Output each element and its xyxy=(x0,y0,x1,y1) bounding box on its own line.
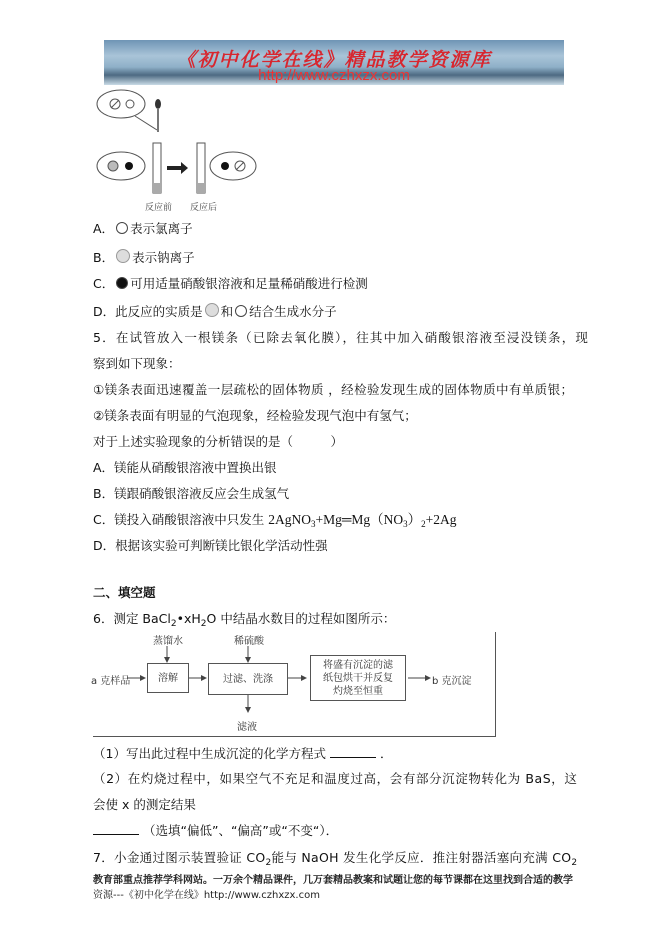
flow-filtrate: 滤液 xyxy=(237,722,257,733)
q5-option-c[interactable] xyxy=(93,512,457,532)
text: （选填“偏低”、“偏高”或“不变“）． xyxy=(143,823,339,838)
option-text: 可用适量硝酸银溶液和足量稀硝酸进行检测 xyxy=(130,276,368,291)
option-prefix: B． xyxy=(93,250,115,265)
section-heading: 二、填空题 xyxy=(93,585,156,600)
subscript: 2 xyxy=(170,619,177,629)
gray-circle-icon xyxy=(116,249,130,263)
answer-blank[interactable] xyxy=(93,822,139,835)
q5-observation-1: ①镁条表面迅速覆盖一层疏松的固体物质 ，经检验发现生成的固体物质中有单质银； xyxy=(93,382,574,397)
banner-title: 《初中化学在线》精品教学资源库 xyxy=(176,49,492,71)
q4-option-d[interactable] xyxy=(93,303,337,320)
process-flow-diagram xyxy=(93,632,496,737)
formula-part: +Mg═Mg（NO xyxy=(315,512,404,527)
subscript: 2 xyxy=(421,519,426,529)
subscript: 2 xyxy=(265,858,272,868)
flow-output: b 克沉淀 xyxy=(432,676,472,687)
option-prefix: A． xyxy=(93,221,115,236)
q6-sub2-line3 xyxy=(93,822,338,839)
option-text: 此反应的实质是 xyxy=(115,304,203,319)
subscript: 3 xyxy=(310,519,316,529)
q5-observation-2: ②镁条表面有明显的气泡现象，经检验发现气泡中有氢气； xyxy=(93,408,417,423)
flow-water: 蒸馏水 xyxy=(153,636,183,647)
q5-stem-line1: 5．在试管放入一根镁条（已除去氧化膜），往其中加入硝酸银溶液至浸没镁条，现 xyxy=(93,330,590,345)
chemical-equation xyxy=(268,512,456,527)
q6-stem xyxy=(93,611,395,632)
formula-part: +2Ag xyxy=(425,512,457,527)
subscript: 3 xyxy=(403,519,408,529)
q5-option-d[interactable]: D．根据该实验可判断镁比银化学活动性强 xyxy=(93,538,328,553)
option-text: 和 xyxy=(220,304,234,319)
gray-circle-icon xyxy=(205,303,219,317)
flow-input: a 克样品 xyxy=(91,676,131,687)
text: 能与 NaOH 发生化学反应．推注射器活塞向充满 CO xyxy=(271,850,572,865)
black-circle-icon xyxy=(116,277,128,289)
q5-stem-line2: 察到如下现象： xyxy=(93,356,181,371)
formula-part: ） xyxy=(407,512,422,527)
text: 6．测定 BaCl xyxy=(93,611,171,626)
text: 7．小金通过图示装置验证 CO xyxy=(93,850,266,865)
white-circle-icon xyxy=(116,222,128,234)
option-text: 表示钠离子 xyxy=(132,250,195,265)
subscript: 2 xyxy=(571,858,578,868)
q5-option-b[interactable]: B．镁跟硝酸银溶液反应会生成氢气 xyxy=(93,486,290,501)
q6-sub2-line1: （2）在灼烧过程中，如果空气不充足和温度过高，会有部分沉淀物转化为 BaS，这 xyxy=(93,771,578,786)
flow-filter-box: 过滤、洗涤 xyxy=(208,663,288,695)
q4-option-b[interactable] xyxy=(93,249,195,266)
footer-line1: 教育部重点推荐学科网站。一万余个精品课件，几万套精品教案和试题让您的每节课都在这里找到合适的教学 xyxy=(93,875,573,886)
banner-url: http://www.czhxzx.com xyxy=(258,67,410,84)
formula-part: 2AgNO xyxy=(268,512,311,527)
site-banner xyxy=(104,40,564,85)
white-circle-icon xyxy=(235,305,247,317)
footer-line2: 资源---《初中化学在线》http://www.czhxzx.com xyxy=(93,890,320,901)
q5-option-a[interactable]: A．镁能从硝酸银溶液中置换出银 xyxy=(93,460,277,475)
option-text: C．镁投入硝酸银溶液中只发生 xyxy=(93,512,269,527)
option-text: 表示氯离子 xyxy=(130,221,193,236)
flow-dry-box: 将盛有沉淀的滤纸包烘干并反复灼烧至恒重 xyxy=(310,655,406,701)
q4-option-c[interactable] xyxy=(93,276,368,292)
after-label: 反应后 xyxy=(190,203,218,213)
option-prefix: C． xyxy=(93,276,115,291)
q6-sub2-line2: 会使 x 的测定结果 xyxy=(93,797,196,812)
q7-stem xyxy=(93,850,577,871)
option-text: 结合生成水分子 xyxy=(249,304,337,319)
flow-dissolve-box: 溶解 xyxy=(147,663,189,693)
answer-blank[interactable] xyxy=(330,745,376,758)
flow-acid: 稀硫酸 xyxy=(234,636,264,647)
text: O 中结晶水数目的过程如图所示： xyxy=(206,611,396,626)
before-label: 反应前 xyxy=(145,203,173,213)
q4-option-a[interactable] xyxy=(93,221,193,237)
q5-question: 对于上述实验现象的分析错误的是（ ） xyxy=(93,434,344,449)
q6-sub1 xyxy=(93,745,392,762)
text: •xH xyxy=(176,611,201,626)
subscript: 2 xyxy=(200,619,207,629)
option-prefix: D． xyxy=(93,304,116,319)
text: ． xyxy=(379,746,393,761)
text: （1）写出此过程中生成沉淀的化学方程式 xyxy=(93,746,326,761)
reaction-diagram xyxy=(95,88,257,214)
